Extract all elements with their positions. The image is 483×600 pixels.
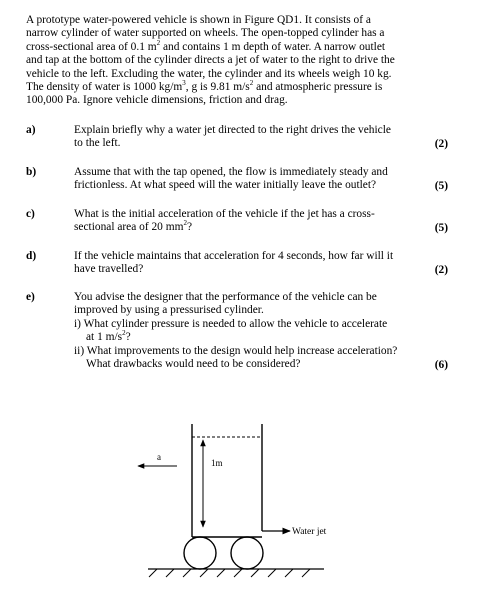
question-label: a): [26, 124, 36, 136]
depth-label: 1m: [211, 458, 223, 468]
ground-hatch: [268, 569, 276, 577]
ground-hatch: [166, 569, 174, 577]
ground: [148, 569, 324, 577]
intro-text: and atmospheric pressure is: [253, 81, 383, 94]
intro-text: The density of water is 1000 kg/m: [26, 81, 183, 94]
wheel-left: [184, 537, 216, 569]
question-line: have travelled?: [74, 263, 144, 276]
ground-hatch: [217, 569, 225, 577]
intro-text: cross-sectional area of 0.1 m: [26, 40, 157, 53]
question-line: You advise the designer that the performance of the vehicle can be: [74, 291, 377, 303]
ground-hatch: [234, 569, 242, 577]
ground-hatch: [183, 569, 191, 577]
question-line: improved by using a pressurised cylinder.: [74, 304, 264, 317]
question-line: Assume that with the tap opened, the flow is immediately steady and: [74, 166, 388, 178]
intro-text: , g is 9.81 m/s: [185, 81, 250, 94]
intro-text: and contains 1 m depth of water. A narrow outlet: [160, 40, 386, 53]
marks-badge: (6): [434, 359, 448, 371]
superscript: 2: [249, 79, 254, 88]
question-line: What is the initial acceleration of the vehicle if the jet has a cross-: [74, 208, 375, 220]
question-line: What drawbacks would need to be considered?: [86, 358, 301, 371]
superscript: 3: [182, 79, 186, 88]
ground-hatch: [200, 569, 208, 577]
superscript: 2: [122, 329, 126, 338]
intro-line: narrow cylinder of water supported on wheels. The open-topped cylinder has a: [26, 27, 385, 40]
marks-badge: (5): [434, 222, 448, 234]
marks-badge: (5): [434, 180, 448, 192]
superscript: 2: [156, 39, 161, 48]
ground-hatch: [302, 569, 310, 577]
ground-hatch: [285, 569, 293, 577]
question-line: If the vehicle maintains that acceleration for 4 seconds, how far will it: [74, 250, 394, 262]
marks-badge: (2): [434, 138, 448, 150]
question-line: frictionless. At what speed will the water initially leave the outlet?: [74, 179, 377, 192]
wheel-right: [231, 537, 263, 569]
intro-line: vehicle to the left. Excluding the water, the cylinder and its wheels weigh 10 kg.: [26, 67, 392, 80]
question-text-part: at 1 m/s: [86, 331, 123, 344]
question-line: ii) What improvements to the design would help increase acceleration?: [74, 344, 398, 357]
question-label: b): [26, 166, 37, 178]
acceleration-label: a: [157, 452, 161, 462]
ground-hatch: [149, 569, 157, 577]
question-text-part: sectional area of 20 mm: [74, 221, 184, 234]
ground-hatch: [251, 569, 259, 577]
question-label: c): [26, 208, 35, 220]
question-text-part: ?: [186, 221, 192, 234]
question-line: to the left.: [74, 137, 121, 150]
question-label: d): [26, 250, 37, 262]
superscript: 2: [183, 219, 187, 228]
water-jet-label: Water jet: [292, 527, 327, 537]
question-label: e): [26, 291, 35, 303]
intro-line: A prototype water-powered vehicle is shown in Figure QD1. It consists of a: [26, 14, 371, 26]
marks-badge: (2): [434, 264, 448, 276]
question-text-part: ?: [125, 331, 131, 344]
intro-line: and tap at the bottom of the cylinder directs a jet of water to the right to drive the: [26, 54, 395, 67]
intro-line: 100,000 Pa. Ignore vehicle dimensions, friction and drag.: [26, 94, 288, 107]
question-line: Explain briefly why a water jet directed to the right drives the vehicle: [74, 124, 391, 136]
question-line: i) What cylinder pressure is needed to allow the vehicle to accelerate: [74, 317, 388, 330]
